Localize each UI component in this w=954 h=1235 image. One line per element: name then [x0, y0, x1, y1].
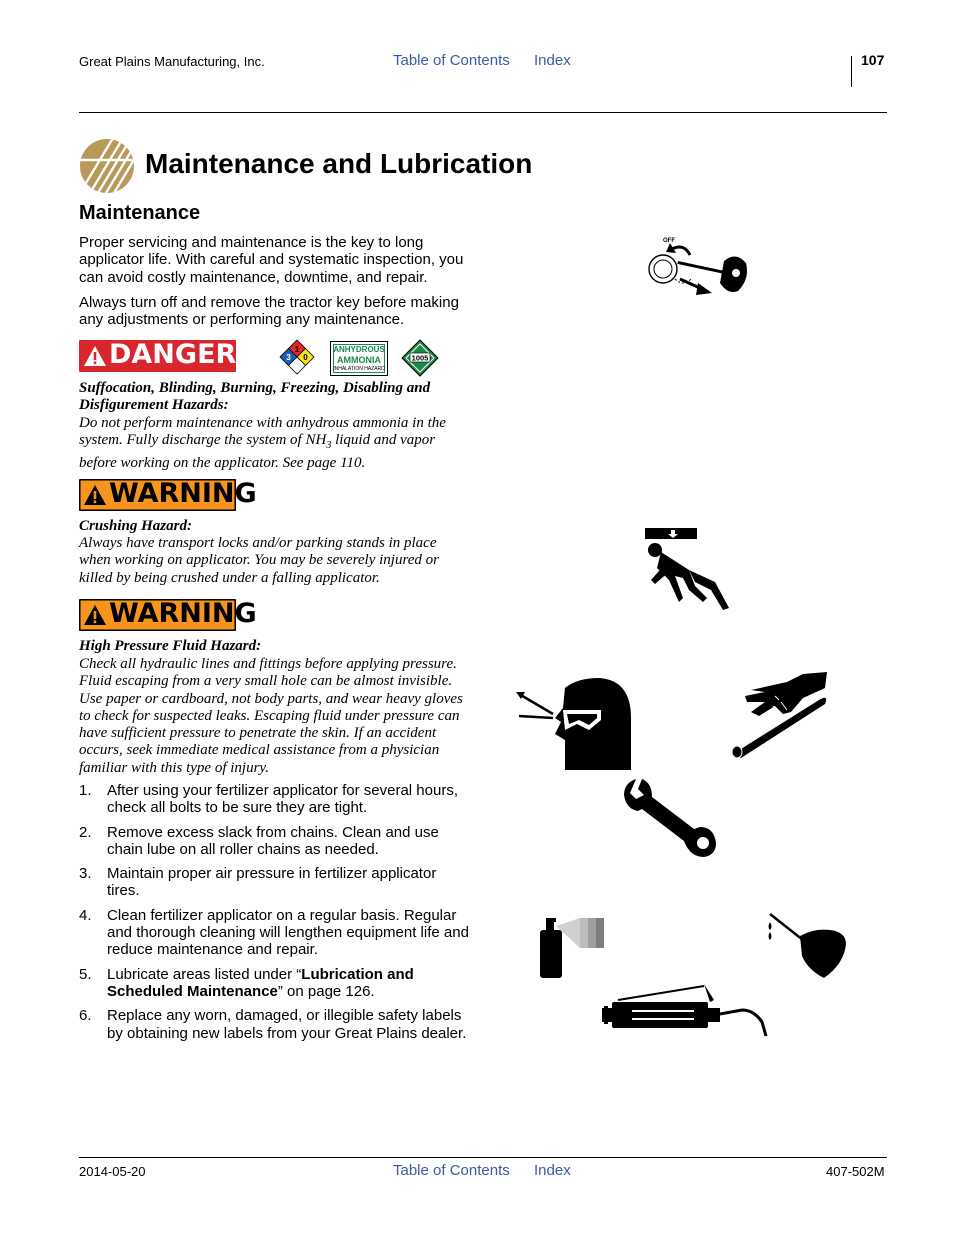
step-text: Remove excess slack from chains. Clean and use chain lube on all roller chains as needed. — [107, 823, 439, 858]
step-number: 2. — [79, 823, 92, 841]
fluid-injection-hand-icon — [729, 672, 829, 758]
danger-text-subscript: 3 — [326, 440, 332, 452]
maintenance-steps — [79, 782, 471, 1049]
step-item — [79, 907, 471, 959]
un-placard-icon — [401, 339, 439, 377]
danger-hazard-title: Suffocation, Blinding, Burning, Freezing, Disabling and Disfigurement Hazards: — [79, 380, 431, 414]
header-divider — [851, 56, 852, 87]
step-number: 1. — [79, 782, 92, 799]
warning-sign-2 — [79, 598, 257, 631]
page-number: 107 — [861, 52, 885, 68]
eye-protection-icon — [515, 678, 633, 770]
nfpa-diamond-icon — [279, 339, 315, 375]
footer-index-link[interactable]: Index — [534, 1162, 571, 1179]
company-name: Great Plains Manufacturing, Inc. — [79, 54, 265, 69]
nfpa-reactivity: 0 — [303, 353, 308, 362]
step-text: After using your fertilizer applicator for several hours, check all bolts to be sure they are tight. — [107, 782, 458, 817]
grease-gun-icon — [602, 980, 770, 1040]
step-item — [79, 1007, 471, 1042]
warning-label-2: WARNING — [109, 598, 257, 629]
danger-text — [79, 415, 471, 472]
ammonia-line1: ANHYDROUS — [333, 345, 385, 354]
un-number: 1005 — [411, 353, 429, 363]
warning2-hazard-title: High Pressure Fluid Hazard: — [79, 638, 262, 654]
wrench-icon — [622, 775, 718, 859]
ignition-key-off-icon — [644, 233, 752, 303]
step-item — [79, 782, 471, 817]
ammonia-line3: INHALATION HAZARD — [333, 366, 385, 372]
step-text: Clean fertilizer applicator on a regular basis. Regular and thorough cleaning will lengthen equipment life and reduce maintenance and repair. — [107, 906, 469, 959]
step-number: 6. — [79, 1007, 92, 1025]
warning-alert-icon — [83, 604, 107, 626]
ammonia-line2: AMMONIA — [337, 355, 381, 365]
nfpa-flammability: 1 — [294, 345, 300, 354]
warning1-text: Always have transport locks and/or parking stands in place when working on applicator. You may be severely injured or killed by being crushed under a falling applicator. — [79, 535, 439, 586]
header-index-link[interactable]: Index — [534, 52, 571, 69]
page-title: Maintenance and Lubrication — [145, 148, 533, 179]
danger-text-part1: Do not perform maintenance with anhydrous ammonia in the system. Fully discharge the system of NH — [79, 415, 446, 449]
step-text: Lubricate areas listed under “ — [107, 965, 302, 983]
danger-alert-icon — [83, 345, 107, 367]
footer-doc-number: 407-502M — [826, 1164, 885, 1179]
footer-date: 2014-05-20 — [79, 1164, 146, 1179]
step-number: 3. — [79, 865, 92, 883]
step-link-reference: Lubrication and Scheduled Maintenance — [107, 965, 414, 1000]
spray-can-icon — [538, 916, 608, 978]
step-number: 4. — [79, 906, 92, 924]
step-number: 5. — [79, 965, 92, 983]
header-rule — [79, 112, 887, 113]
anhydrous-ammonia-label — [330, 341, 388, 376]
danger-sign — [79, 340, 236, 372]
warning-label-1: WARNING — [109, 478, 257, 509]
step-item — [79, 865, 471, 900]
intro-paragraph-2: Always turn off and remove the tractor key before making any adjustments or performing any maintenance. — [79, 294, 459, 329]
step-text: Maintain proper air pressure in fertilizer applicator tires. — [107, 865, 437, 900]
warning1-hazard-title: Crushing Hazard: — [79, 518, 192, 534]
nfpa-health: 3 — [286, 353, 291, 362]
oil-can-icon — [764, 912, 848, 982]
warning-alert-icon — [83, 484, 107, 506]
step-item — [79, 966, 471, 1001]
section-heading: Maintenance — [79, 202, 201, 224]
danger-text-part2: liquid and vapor before working on the applicator. See page 110. — [79, 432, 436, 471]
warning2-text: Check all hydraulic lines and fittings before applying pressure. Fluid escaping from a very small hole can be almost invisible. Use paper or cardboard, not body parts, and wear heavy gloves to check for suspected leaks. Escaping fluid under pressure can have sufficient pressure to penetrate the skin. If an accident occurs, seek immediate medical assistance from a physician familiar with this type of injury. — [79, 656, 463, 776]
great-plains-logo-icon — [79, 138, 135, 194]
crushing-hazard-icon — [643, 528, 731, 614]
warning-sign-1 — [79, 478, 257, 511]
step-text: Replace any worn, damaged, or illegible safety labels by obtaining new labels from your Great Plains dealer. — [107, 1007, 467, 1042]
key-off-label: OFF — [663, 238, 675, 244]
intro-paragraph-1: Proper servicing and maintenance is the key to long applicator life. With careful and systematic inspection, you can avoid costly maintenance, downtime, and repair. — [79, 234, 464, 286]
danger-label: DANGER — [109, 339, 237, 370]
step-item — [79, 824, 471, 859]
footer-toc-link[interactable]: Table of Contents — [393, 1162, 510, 1179]
step-text-suffix: ” on page 126. — [277, 982, 375, 1000]
footer-rule — [79, 1157, 887, 1158]
header-toc-link[interactable]: Table of Contents — [393, 52, 510, 69]
